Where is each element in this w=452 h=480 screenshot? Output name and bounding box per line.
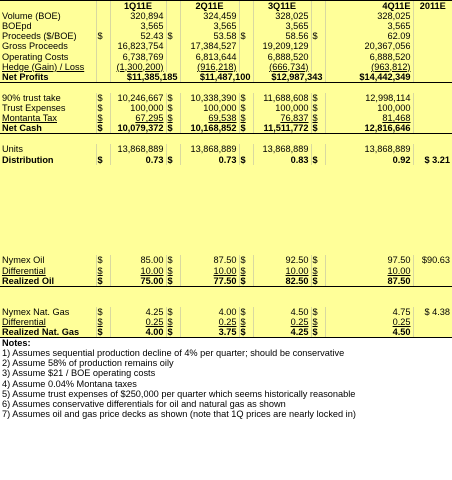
dollar-sign: $: [311, 93, 325, 103]
header-q3[interactable]: 3Q11E: [253, 1, 311, 12]
dollar-sign: $: [239, 123, 253, 134]
dollar-sign: $: [166, 327, 180, 338]
cell-gross-q1[interactable]: 16,823,754: [110, 41, 166, 51]
note-row: [0, 399, 452, 409]
cell-netprofit-q3[interactable]: $12,987,343: [253, 72, 325, 83]
cell-nymexgas-q2[interactable]: 4.00: [180, 307, 239, 317]
cell-boepd-q3[interactable]: 3,565: [253, 21, 311, 31]
cell-nymexoil-year[interactable]: $90.63: [413, 255, 452, 265]
cell-dist-q2[interactable]: 0.73: [180, 154, 239, 164]
cell-dist-year[interactable]: $ 3.21: [413, 154, 452, 164]
cell-trusttake-q4[interactable]: 12,998,114: [325, 93, 413, 103]
dollar-sign: $: [239, 113, 253, 123]
note-5[interactable]: 5) Assume trust expenses of $250,000 per quarter which seems historically reasonable: [0, 389, 452, 399]
dollar-sign: $: [166, 255, 180, 265]
label-netcash[interactable]: Net Cash: [0, 123, 96, 134]
cell-hedge-q4[interactable]: (963,812): [371, 61, 411, 72]
row-volume: [0, 11, 452, 21]
cell-hedge-q1[interactable]: (1,300,200): [116, 61, 164, 72]
cell-nymexgas-q3[interactable]: 4.50: [253, 307, 311, 317]
note-3[interactable]: 3) Assume $21 / BOE operating costs: [0, 368, 452, 378]
note-row: [0, 378, 452, 388]
dollar-sign: $: [311, 123, 325, 134]
row-distribution: [0, 154, 452, 164]
dollar-sign: $: [96, 31, 110, 41]
label-gross[interactable]: Gross Proceeds: [0, 41, 96, 51]
dollar-sign: $: [166, 276, 180, 287]
cell-mttax-q2[interactable]: 69,538: [208, 113, 237, 124]
cell-netcash-q4[interactable]: 12,816,646: [325, 123, 413, 134]
dollar-sign: $: [166, 123, 180, 134]
cell-realoil-q1[interactable]: 75.00: [110, 276, 166, 287]
cell-diffoil-q4[interactable]: 10.00: [387, 265, 411, 276]
cell-diffoil-q2[interactable]: 10.00: [213, 265, 237, 276]
label-nymexgas[interactable]: Nymex Nat. Gas: [0, 307, 96, 317]
header-row: [0, 1, 452, 12]
row-mttax: [0, 113, 452, 123]
cell-opcost-q2[interactable]: 6,813,644: [180, 51, 239, 61]
dollar-sign: $: [311, 255, 325, 265]
cell-trustexp-q3[interactable]: 100,000: [253, 103, 311, 113]
label-proceeds[interactable]: Proceeds ($/BOE): [0, 31, 96, 41]
dollar-sign: $: [96, 327, 110, 338]
corner-cell[interactable]: [0, 1, 96, 12]
label-volume[interactable]: Volume (BOE): [0, 11, 96, 21]
label-trusttake[interactable]: 90% trust take: [0, 93, 96, 103]
note-row: [0, 389, 452, 399]
cell-trusttake-q3[interactable]: 11,688,608: [253, 93, 311, 103]
cell-trustexp-q2[interactable]: 100,000: [180, 103, 239, 113]
cell-realgas-q3[interactable]: 4.25: [253, 327, 311, 338]
cell-nymexgas-q4[interactable]: 4.75: [325, 307, 413, 317]
dollar-sign: $: [166, 103, 180, 113]
label-trustexp[interactable]: Trust Expenses: [0, 103, 96, 113]
cell-dist-q4[interactable]: 0.92: [325, 154, 413, 164]
cell-trustexp-q4[interactable]: 100,000: [325, 103, 413, 113]
row-trustexp: [0, 103, 452, 113]
dollar-sign: $: [239, 255, 253, 265]
label-netprofit[interactable]: Net Profits: [0, 72, 96, 83]
cell-trusttake-q1[interactable]: 10,246,667: [110, 93, 166, 103]
header-q2[interactable]: 2Q11E: [180, 1, 239, 12]
note-4[interactable]: 4) Assume 0.04% Montana taxes: [0, 378, 452, 388]
cell-hedge-q2[interactable]: (916,218): [197, 61, 237, 72]
label-realoil[interactable]: Realized Oil: [0, 276, 96, 287]
row-blank: [0, 195, 452, 205]
note-7[interactable]: 7) Assumes oil and gas price decks as shown (note that 1Q prices are nearly locked in): [0, 409, 452, 419]
dollar-sign: $: [96, 103, 110, 113]
cell-boepd-q1[interactable]: 3,565: [110, 21, 166, 31]
header-year[interactable]: 2011E: [413, 1, 452, 12]
dollar-sign: $: [311, 307, 325, 317]
notes-title[interactable]: Notes:: [0, 338, 452, 349]
dollar-sign: $: [96, 123, 110, 134]
dollar-sign: $: [239, 276, 253, 287]
note-row: [0, 358, 452, 368]
dollar-sign: $: [166, 154, 180, 164]
label-nymexoil[interactable]: Nymex Oil: [0, 255, 96, 265]
cell-netprofit-q1[interactable]: $11,385,185: [110, 72, 180, 83]
row-realgas: [0, 327, 452, 338]
dollar-sign: $: [239, 327, 253, 338]
cell-netcash-q3[interactable]: 11,511,772: [253, 123, 311, 134]
row-nymexgas: [0, 307, 452, 317]
cell-units-q2[interactable]: 13,868,889: [180, 144, 239, 154]
label-hedge[interactable]: Hedge (Gain) / Loss: [0, 62, 96, 72]
cell-diffoil-q3[interactable]: 10.00: [285, 265, 309, 276]
row-blank: [0, 286, 452, 297]
cell-units-q1[interactable]: 13,868,889: [110, 144, 166, 154]
cell-volume-q1[interactable]: 320,894: [110, 11, 166, 21]
dollar-sign: $: [311, 103, 325, 113]
cell-netcash-q1[interactable]: 10,079,372: [110, 123, 166, 134]
dollar-sign: $: [96, 276, 110, 287]
row-blank: [0, 215, 452, 225]
dollar-sign: $: [166, 113, 180, 123]
note-row: [0, 348, 452, 358]
cell-proceeds-q2[interactable]: 53.58: [180, 31, 239, 41]
cell-gross-q2[interactable]: 17,384,527: [180, 41, 239, 51]
row-proceeds: [0, 31, 452, 41]
cell-nymexoil-q1[interactable]: 85.00: [110, 255, 166, 265]
dollar-sign: $: [166, 265, 180, 275]
dollar-sign: $: [166, 31, 180, 41]
cell-gross-q4[interactable]: 20,367,056: [325, 41, 413, 51]
cell-proceeds-q1[interactable]: 52.43: [110, 31, 166, 41]
cell-nymexoil-q4[interactable]: 97.50: [325, 255, 413, 265]
cell-proceeds-q4[interactable]: 62.09: [325, 31, 413, 41]
dollar-sign: $: [311, 276, 325, 287]
cell-diffgas-q3[interactable]: 0.25: [290, 317, 309, 327]
cell-trustexp-q1[interactable]: 100,000: [110, 103, 166, 113]
cell-nymexgas-q1[interactable]: 4.25: [110, 307, 166, 317]
row-blank: [0, 205, 452, 215]
cell-proceeds-q3[interactable]: 58.56: [253, 31, 311, 41]
note-2[interactable]: 2) Assume 58% of production remains oily: [0, 358, 452, 368]
cell-realoil-q2[interactable]: 77.50: [180, 276, 239, 287]
label-distribution[interactable]: Distribution: [0, 154, 96, 164]
cell-diffgas-q1[interactable]: 0.25: [145, 317, 164, 327]
cell-realgas-q2[interactable]: 3.75: [180, 327, 239, 338]
dollar-sign: $: [96, 154, 110, 164]
dollar-sign: $: [239, 103, 253, 113]
cell-opcost-q4[interactable]: 6,888,520: [325, 51, 413, 61]
dollar-sign: $: [311, 327, 325, 338]
dollar-sign: $: [96, 317, 110, 327]
cell-nymexoil-q2[interactable]: 87.50: [180, 255, 239, 265]
notes-title-row: [0, 338, 452, 349]
row-netcash: [0, 123, 452, 134]
cell-mttax-q4[interactable]: 81,468: [382, 113, 411, 124]
cell-volume-q4[interactable]: 328,025: [325, 11, 413, 21]
cell-units-q3[interactable]: 13,868,889: [253, 144, 311, 154]
dollar-sign: $: [96, 265, 110, 275]
dollar-sign: $: [239, 307, 253, 317]
row-hedge: [0, 62, 452, 72]
cell-diffgas-q4[interactable]: 0.25: [392, 317, 411, 327]
row-blank: [0, 175, 452, 185]
cell-volume-q3[interactable]: 328,025: [253, 11, 311, 21]
row-blank: [0, 185, 452, 195]
row-boepd: [0, 21, 452, 31]
dollar-sign: $: [96, 255, 110, 265]
row-blank: [0, 245, 452, 255]
dollar-sign: $: [239, 31, 253, 41]
header-q4[interactable]: 4Q11E: [325, 1, 413, 12]
dollar-sign: $: [96, 113, 110, 123]
note-row: [0, 368, 452, 378]
cell-mttax-q3[interactable]: 76,837: [280, 113, 309, 124]
row-blank: [0, 297, 452, 307]
dollar-sign: $: [311, 265, 325, 275]
note-1[interactable]: 1) Assumes sequential production decline of 4% per quarter; should be conservative: [0, 348, 452, 358]
cell-boepd-q2[interactable]: 3,565: [180, 21, 239, 31]
dollar-sign: $: [96, 307, 110, 317]
cell-hedge-q3[interactable]: (666,734): [269, 61, 309, 72]
dollar-sign: $: [166, 307, 180, 317]
dollar-sign: $: [311, 31, 325, 41]
cell-dist-q1[interactable]: 0.73: [110, 154, 166, 164]
row-realoil: [0, 276, 452, 287]
dollar-sign: $: [166, 93, 180, 103]
cell-volume-q2[interactable]: 324,459: [180, 11, 239, 21]
label-units[interactable]: Units: [0, 144, 96, 154]
row-diffgas: [0, 317, 452, 327]
row-nymexoil: [0, 255, 452, 265]
row-blank: [0, 235, 452, 245]
label-opcost[interactable]: Operating Costs: [0, 51, 96, 61]
row-opcost: [0, 51, 452, 61]
row-blank: [0, 134, 452, 145]
dollar-sign: $: [311, 154, 325, 164]
row-diffoil: [0, 265, 452, 275]
cell-dist-q3[interactable]: 0.83: [253, 154, 311, 164]
dollar-sign: $: [239, 154, 253, 164]
cell-diffoil-q1[interactable]: 10.00: [140, 265, 164, 276]
cell-boepd-q4[interactable]: 3,565: [325, 21, 413, 31]
cell-netprofit-q2[interactable]: $11,487,100: [180, 72, 253, 83]
cell-gross-q3[interactable]: 19,209,129: [253, 41, 311, 51]
label-boepd[interactable]: BOEpd: [0, 21, 96, 31]
cell-realgas-q4[interactable]: 4.50: [325, 327, 413, 338]
label-diffgas[interactable]: Differential: [0, 317, 96, 327]
note-6[interactable]: 6) Assumes conservative differentials for oil and natural gas as shown: [0, 399, 452, 409]
dollar-sign: $: [166, 317, 180, 327]
dollar-sign: $: [96, 93, 110, 103]
dollar-sign: $: [311, 317, 325, 327]
note-row: [0, 409, 452, 419]
cell-netprofit-q4[interactable]: $14,442,349: [325, 72, 413, 83]
row-trusttake: [0, 93, 452, 103]
dollar-sign: $: [239, 265, 253, 275]
cell-opcost-q3[interactable]: 6,888,520: [253, 51, 311, 61]
dollar-sign: $: [311, 113, 325, 123]
label-mttax[interactable]: Montanta Tax: [0, 113, 96, 123]
cell-opcost-q1[interactable]: 6,738,769: [110, 51, 166, 61]
cell-realoil-q3[interactable]: 82.50: [253, 276, 311, 287]
label-realgas[interactable]: Realized Nat. Gas: [0, 327, 96, 338]
dollar-sign: $: [239, 317, 253, 327]
row-netprofit: [0, 72, 452, 83]
row-blank: [0, 165, 452, 175]
label-diffoil[interactable]: Differential: [0, 265, 96, 275]
cell-diffgas-q2[interactable]: 0.25: [218, 317, 237, 327]
cell-mttax-q1[interactable]: 67,295: [135, 113, 164, 124]
header-q1[interactable]: 1Q11E: [110, 1, 166, 12]
row-gross: [0, 41, 452, 51]
dollar-sign: $: [239, 93, 253, 103]
cell-realoil-q4[interactable]: 87.50: [325, 276, 413, 287]
cell-netcash-q2[interactable]: 10,168,852: [180, 123, 239, 134]
cell-nymexoil-q3[interactable]: 92.50: [253, 255, 311, 265]
row-blank: [0, 225, 452, 235]
row-units: [0, 144, 452, 154]
cell-trusttake-q2[interactable]: 10,338,390: [180, 93, 239, 103]
cell-realgas-q1[interactable]: 4.00: [110, 327, 166, 338]
cell-nymexgas-year[interactable]: $ 4.38: [413, 307, 452, 317]
row-blank: [0, 82, 452, 93]
cell-units-q4[interactable]: 13,868,889: [325, 144, 413, 154]
